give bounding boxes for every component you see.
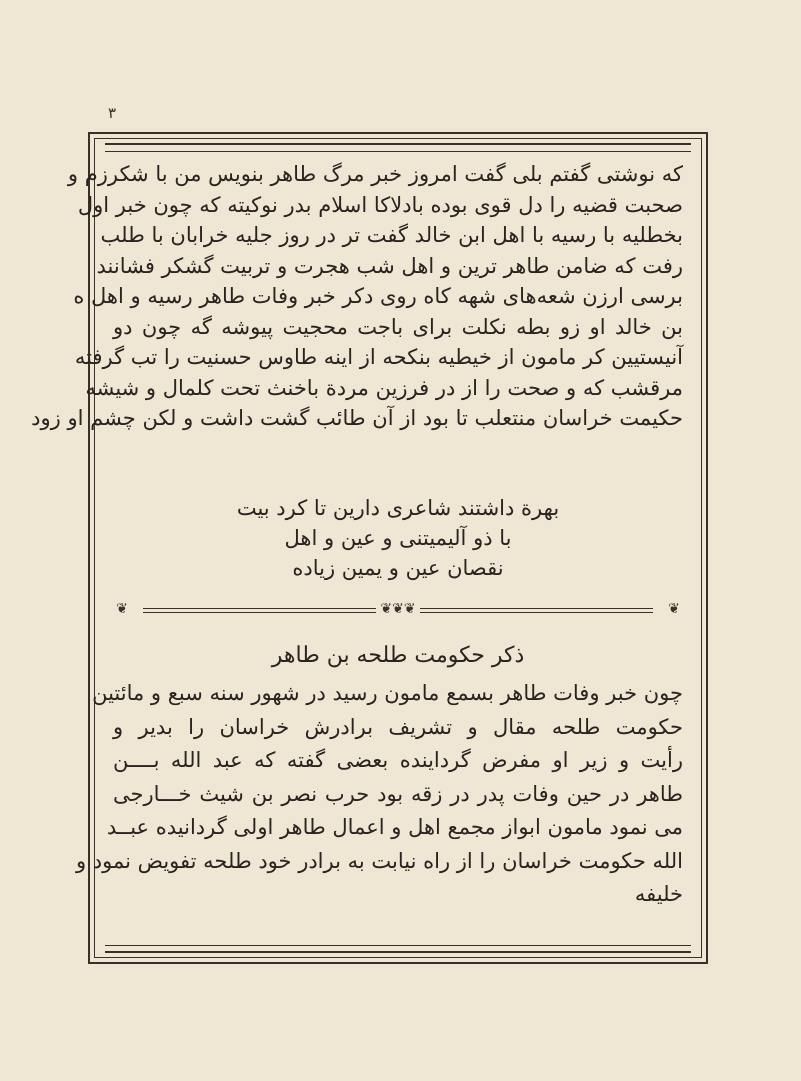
text-line: چون خبر وفات طاهر بسمع مامون رسید در شهور سنه سبع و مائتین <box>92 681 683 705</box>
frame-inner-border <box>31 138 702 958</box>
text-line: صحبت قضیه را دل قوی بوده بادلاکا اسلام بدر نوکیته که چون خبر اول <box>77 192 683 217</box>
ornament-left: ❦ <box>116 601 128 617</box>
section-heading: ذکر حکومت طلحه بن طاهر <box>271 643 525 668</box>
text-line: حکیمت خراسان منتعلب تا بود از آن طائب گشت داشت و لکن چشم او زود <box>31 406 683 430</box>
text-line: رفت که ضامن طاهر ترین و اهل شب هجرت و تربیت گشکر فشانند <box>96 253 683 278</box>
text-line: حکومت طلحه مقال و تشریف برادرش خراسان را بدیر و <box>113 714 683 739</box>
verse-line: بهرة داشتند شاعری دارین تا کرد بیت <box>236 496 560 520</box>
text-line: برسی ارزن شعه‌های شهه کاه روی دکر خبر وفات طاهر رسیه و اهل ه <box>73 284 683 308</box>
text-line: الله حکومت خراسان را از راه نیابت به برادر خود طلحه تفویض نمود و <box>75 848 683 873</box>
text-line: طاهر در حین وفات پدر در زقه بود حرب نصر بن شیث خـــارجی <box>113 781 683 806</box>
text-line: بخطلیه با رسیه با اهل ابن خالد گفت تر در روز جلیه خرابان با طلب <box>100 223 683 247</box>
passage-1 <box>31 159 683 434</box>
bottom-double-rule <box>105 945 691 953</box>
text-line: می نمود مامون ابواز مجمع اهل و اعمال طاهر اولی گردانیده عبــد <box>106 815 683 839</box>
passage-2 <box>75 677 683 912</box>
ornamental-divider <box>107 602 689 618</box>
top-double-rule <box>105 143 691 152</box>
text-line-last: خلیفه <box>634 882 683 906</box>
text-line: مرقشب که و صحت را از در فرزین مردة باخنث تحت کلمال و شیشه <box>85 375 683 400</box>
text-line: که نوشتی گفتم بلی گفت امروز خبر مرگ طاهر بنویس من با شکرزم و <box>67 162 683 186</box>
text-line: بن خالد او زو بطه نکلت برای باجت محجیت پیوشه گه چون دو <box>113 314 683 339</box>
text-line: رأیت و زیر او مفرض گرداینده بعضی گفته که عبد الله بــــن <box>113 748 683 772</box>
ornament-right: ❦ <box>668 601 680 617</box>
page-frame <box>31 132 708 964</box>
verse-line: با ذو آلیمیتنی و عین و اهل <box>284 526 512 550</box>
ornament-center: ❦❦❦ <box>376 602 420 616</box>
text-line: آنیستیین کر مامون از خیطیه بنکحه از اینه طاوس حسنیت را تب گرفته <box>74 345 683 369</box>
page-number: ۳ <box>108 104 117 122</box>
verse-line: نقصان عین و یمین زیاده <box>292 556 504 580</box>
